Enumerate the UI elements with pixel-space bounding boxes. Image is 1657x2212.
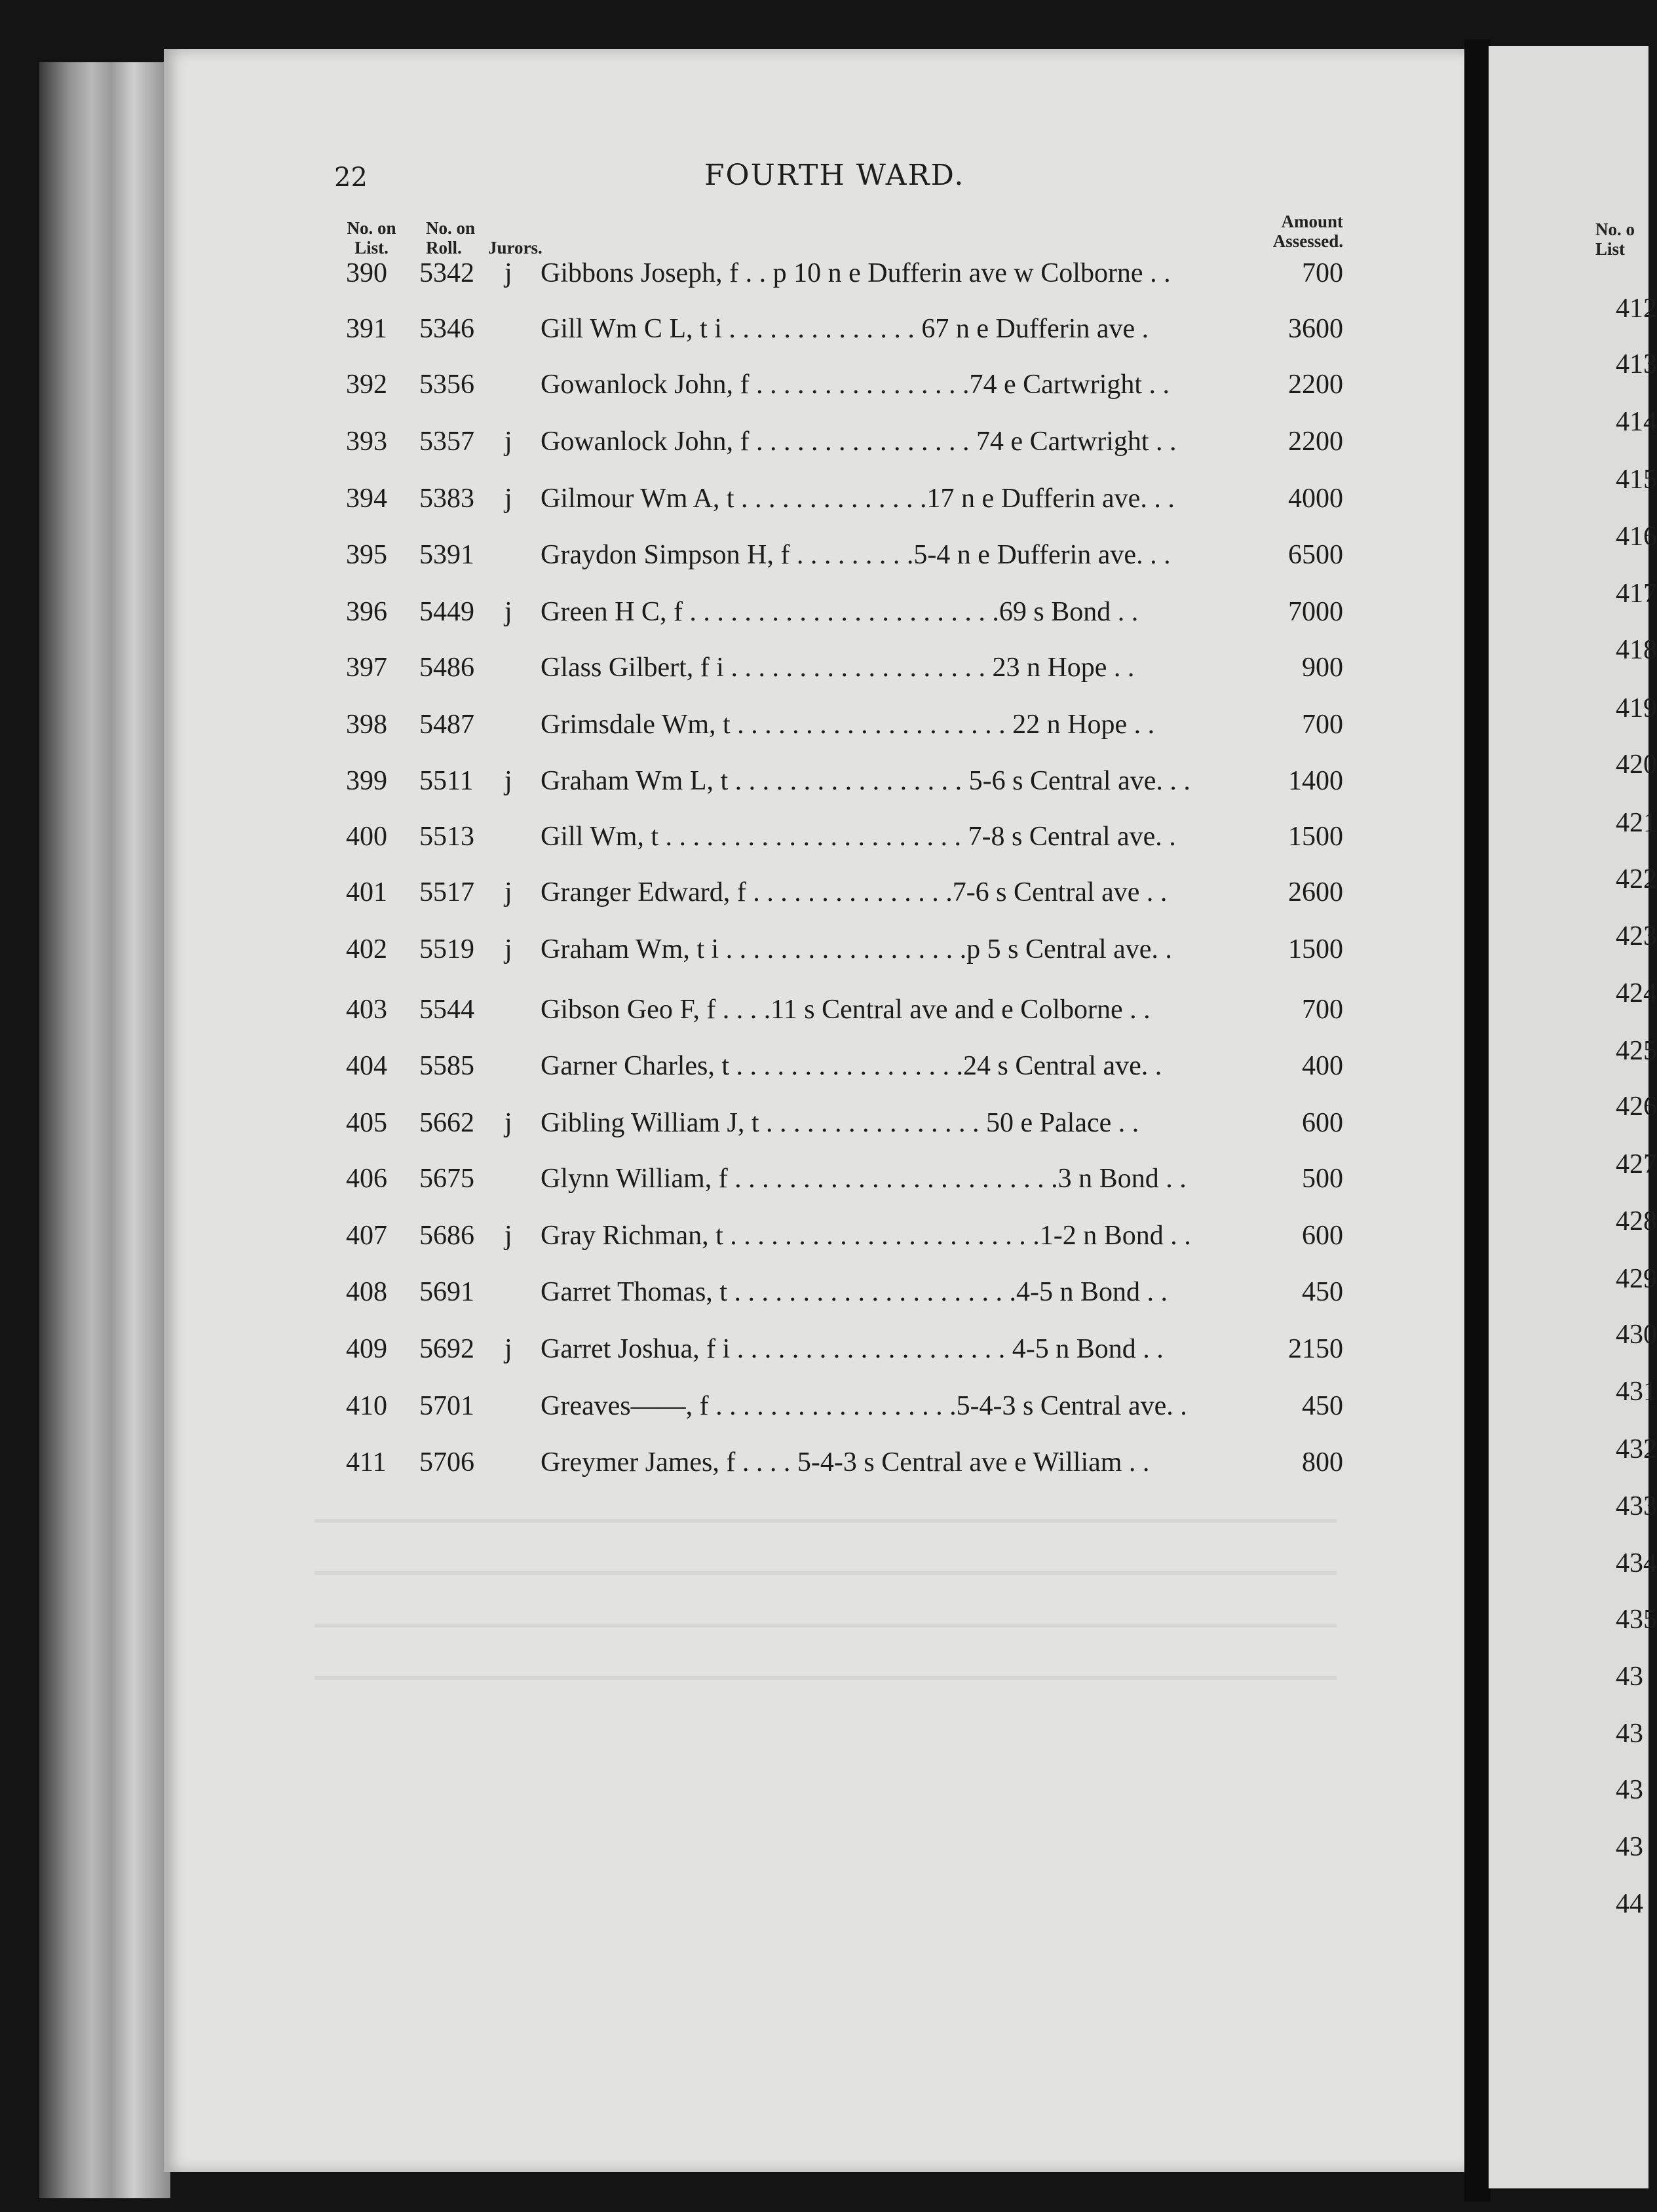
facing-page-list-number: 417 (1616, 579, 1657, 609)
list-number: 398 (346, 710, 387, 740)
roll-number: 5517 (419, 877, 474, 907)
roll-number: 5686 (419, 1221, 474, 1251)
list-item (0, 652, 1376, 691)
facing-page-list-number: 425 (1616, 1036, 1657, 1066)
roll-number: 5449 (419, 597, 474, 627)
entry-text: Gray Richman, t . . . . . . . . . . . . . . . . . . . . . . .1-2 n Bond . . (541, 1221, 1191, 1251)
roll-number: 5585 (419, 1051, 474, 1081)
amount-assessed: 700 (1302, 710, 1343, 740)
list-number: 403 (346, 995, 387, 1025)
amount-assessed: 6500 (1288, 540, 1343, 570)
list-item (0, 934, 1376, 973)
facing-page-list-number: 424 (1616, 978, 1657, 1008)
list-item (0, 1220, 1376, 1259)
list-number: 399 (346, 766, 387, 796)
roll-number: 5486 (419, 653, 474, 683)
list-number: 391 (346, 314, 387, 344)
list-number: 404 (346, 1051, 387, 1081)
roll-number: 5544 (419, 995, 474, 1025)
amount-assessed: 450 (1302, 1277, 1343, 1307)
facing-page-list-number: 427 (1616, 1149, 1657, 1179)
list-number: 397 (346, 653, 387, 683)
roll-number: 5346 (419, 314, 474, 344)
facing-page-list-number: 420 (1616, 750, 1657, 780)
list-item (0, 483, 1376, 522)
list-number: 409 (346, 1334, 387, 1364)
amount-assessed: 1500 (1288, 934, 1343, 964)
book-gutter (1464, 39, 1491, 2202)
facing-page-list-number: 414 (1616, 407, 1657, 437)
entry-text: Gill Wm, t . . . . . . . . . . . . . . . . . . . . . . 7-8 s Central ave. . (541, 822, 1176, 852)
roll-number: 5692 (419, 1334, 474, 1364)
list-number: 410 (346, 1391, 387, 1421)
list-item (0, 539, 1376, 579)
roll-number: 5357 (419, 427, 474, 457)
list-number: 408 (346, 1277, 387, 1307)
bleed-through-line (314, 1519, 1337, 1523)
facing-page-list-number: 43 (1616, 1832, 1643, 1862)
amount-assessed: 1500 (1288, 822, 1343, 852)
entry-text: Garner Charles, t . . . . . . . . . . . . . . . . .24 s Central ave. . (541, 1051, 1162, 1081)
amount-assessed: 2200 (1288, 427, 1343, 457)
roll-number: 5487 (419, 710, 474, 740)
list-number: 401 (346, 877, 387, 907)
facing-page-list-number: 431 (1616, 1377, 1657, 1407)
list-item (0, 1050, 1376, 1090)
list-item (0, 369, 1376, 408)
list-item (0, 994, 1376, 1033)
juror-mark: j (505, 934, 512, 964)
roll-number: 5701 (419, 1391, 474, 1421)
bleed-through-line (314, 1624, 1337, 1628)
facing-page-list-number: 423 (1616, 921, 1657, 951)
entry-text: Graydon Simpson H, f . . . . . . . . .5-4 n e Dufferin ave. . . (541, 540, 1171, 570)
entry-text: Glynn William, f . . . . . . . . . . . . . . . . . . . . . . . .3 n Bond . . (541, 1164, 1187, 1194)
roll-number: 5511 (419, 766, 474, 796)
roll-number: 5675 (419, 1164, 474, 1194)
list-number: 405 (346, 1108, 387, 1138)
roll-number: 5356 (419, 370, 474, 400)
amount-assessed: 1400 (1288, 766, 1343, 796)
roll-number: 5706 (419, 1447, 474, 1478)
list-number: 406 (346, 1164, 387, 1194)
amount-assessed: 500 (1302, 1164, 1343, 1194)
facing-page-list-number: 435 (1616, 1605, 1657, 1635)
juror-mark: j (505, 1334, 512, 1364)
amount-assessed: 700 (1302, 995, 1343, 1025)
entry-text: Glass Gilbert, f i . . . . . . . . . . . . . . . . . . . 23 n Hope . . (541, 653, 1135, 683)
juror-mark: j (505, 877, 512, 907)
list-number: 411 (346, 1447, 387, 1478)
juror-mark: j (505, 1221, 512, 1251)
entry-text: Gill Wm C L, t i . . . . . . . . . . . . . . 67 n e Dufferin ave . (541, 314, 1149, 344)
facing-page-list-number: 43 (1616, 1662, 1643, 1692)
list-item (0, 313, 1376, 353)
list-number: 390 (346, 258, 387, 288)
amount-assessed: 2600 (1288, 877, 1343, 907)
amount-assessed: 2200 (1288, 370, 1343, 400)
list-number: 395 (346, 540, 387, 570)
amount-assessed: 600 (1302, 1221, 1343, 1251)
facing-page-list-number: 44 (1616, 1889, 1643, 1919)
facing-page-list-number: 432 (1616, 1434, 1657, 1464)
entry-text: Grimsdale Wm, t . . . . . . . . . . . . . . . . . . . . 22 n Hope . . (541, 710, 1155, 740)
bleed-through-line (314, 1676, 1337, 1680)
facing-page-list-number: 416 (1616, 522, 1657, 552)
bleed-through-line (314, 1571, 1337, 1575)
roll-number: 5519 (419, 934, 474, 964)
list-item (0, 1390, 1376, 1430)
list-item (0, 1447, 1376, 1486)
list-number: 402 (346, 934, 387, 964)
roll-number: 5513 (419, 822, 474, 852)
amount-assessed: 800 (1302, 1447, 1343, 1478)
facing-page-list-number: 426 (1616, 1092, 1657, 1122)
list-item (0, 257, 1376, 297)
list-item (0, 426, 1376, 465)
entry-text: Gilmour Wm A, t . . . . . . . . . . . . . .17 n e Dufferin ave. . . (541, 484, 1175, 514)
facing-page-list-number: 433 (1616, 1491, 1657, 1521)
page-number: 22 (334, 162, 368, 193)
entry-text: Graham Wm L, t . . . . . . . . . . . . . . . . . 5-6 s Central ave. . . (541, 766, 1190, 796)
amount-assessed: 3600 (1288, 314, 1343, 344)
list-item (0, 596, 1376, 636)
juror-mark: j (505, 484, 512, 514)
header-no-on-list: No. on List. (347, 218, 396, 257)
amount-assessed: 450 (1302, 1391, 1343, 1421)
list-number: 400 (346, 822, 387, 852)
entry-text: Green H C, f . . . . . . . . . . . . . . . . . . . . . . .69 s Bond . . (541, 597, 1139, 627)
list-number: 396 (346, 597, 387, 627)
entry-text: Garret Joshua, f i . . . . . . . . . . . . . . . . . . . . 4-5 n Bond . . (541, 1334, 1164, 1364)
amount-assessed: 900 (1302, 653, 1343, 683)
list-item (0, 1163, 1376, 1202)
amount-assessed: 2150 (1288, 1334, 1343, 1364)
list-number: 407 (346, 1221, 387, 1251)
roll-number: 5691 (419, 1277, 474, 1307)
list-number: 392 (346, 370, 387, 400)
list-item (0, 765, 1376, 805)
entry-text: Gibling William J, t . . . . . . . . . . . . . . . . 50 e Palace . . (541, 1108, 1139, 1138)
page-title: FOURTH WARD. (704, 159, 965, 192)
list-number: 393 (346, 427, 387, 457)
amount-assessed: 600 (1302, 1108, 1343, 1138)
amount-assessed: 7000 (1288, 597, 1343, 627)
facing-page-list-number: 429 (1616, 1264, 1657, 1294)
list-number: 394 (346, 484, 387, 514)
juror-mark: j (505, 1108, 512, 1138)
facing-page-list-number: 413 (1616, 349, 1657, 379)
entry-text: Graham Wm, t i . . . . . . . . . . . . . . . . . .p 5 s Central ave. . (541, 934, 1172, 964)
header-jurors: Jurors. (488, 238, 543, 257)
list-item (0, 1107, 1376, 1147)
list-item (0, 1333, 1376, 1373)
amount-assessed: 4000 (1288, 484, 1343, 514)
facing-page-list-number: 419 (1616, 693, 1657, 723)
header-amount-assessed: Amount Assessed. (1272, 212, 1343, 251)
entry-text: Greaves——, f . . . . . . . . . . . . . . . . . .5-4-3 s Central ave. . (541, 1391, 1187, 1421)
facing-page-list-number: 415 (1616, 465, 1657, 495)
facing-page-list-number: 421 (1616, 808, 1657, 838)
list-item (0, 821, 1376, 860)
list-item (0, 709, 1376, 748)
list-item (0, 877, 1376, 916)
facing-page-list-number: 422 (1616, 864, 1657, 894)
facing-page-list-number: 412 (1616, 294, 1657, 324)
facing-page-list-number: 418 (1616, 635, 1657, 665)
entry-text: Gowanlock John, f . . . . . . . . . . . . . . . .74 e Cartwright . . (541, 370, 1170, 400)
amount-assessed: 700 (1302, 258, 1343, 288)
facing-page-header: No. o List (1595, 219, 1635, 259)
header-no-on-roll: No. on Roll. (426, 218, 476, 257)
entry-text: Greymer James, f . . . . 5-4-3 s Central ave e William . . (541, 1447, 1150, 1478)
juror-mark: j (505, 597, 512, 627)
amount-assessed: 400 (1302, 1051, 1343, 1081)
facing-page-list-number: 428 (1616, 1206, 1657, 1236)
roll-number: 5342 (419, 258, 474, 288)
entry-text: Gibson Geo F, f . . . .11 s Central ave and e Colborne . . (541, 995, 1151, 1025)
entry-text: Gibbons Joseph, f . . p 10 n e Dufferin ave w Colborne . . (541, 258, 1171, 288)
juror-mark: j (505, 258, 512, 288)
roll-number: 5391 (419, 540, 474, 570)
roll-number: 5383 (419, 484, 474, 514)
facing-page-list-number: 43 (1616, 1775, 1643, 1805)
entry-text: Gowanlock John, f . . . . . . . . . . . . . . . . 74 e Cartwright . . (541, 427, 1177, 457)
facing-page-list-number: 434 (1616, 1548, 1657, 1578)
entry-text: Garret Thomas, t . . . . . . . . . . . . . . . . . . . . .4-5 n Bond . . (541, 1277, 1168, 1307)
facing-page-list-number: 43 (1616, 1719, 1643, 1749)
entry-text: Granger Edward, f . . . . . . . . . . . . . . .7-6 s Central ave . . (541, 877, 1168, 907)
list-item (0, 1276, 1376, 1316)
facing-page-list-number: 430 (1616, 1320, 1657, 1350)
roll-number: 5662 (419, 1108, 474, 1138)
juror-mark: j (505, 766, 512, 796)
juror-mark: j (505, 427, 512, 457)
